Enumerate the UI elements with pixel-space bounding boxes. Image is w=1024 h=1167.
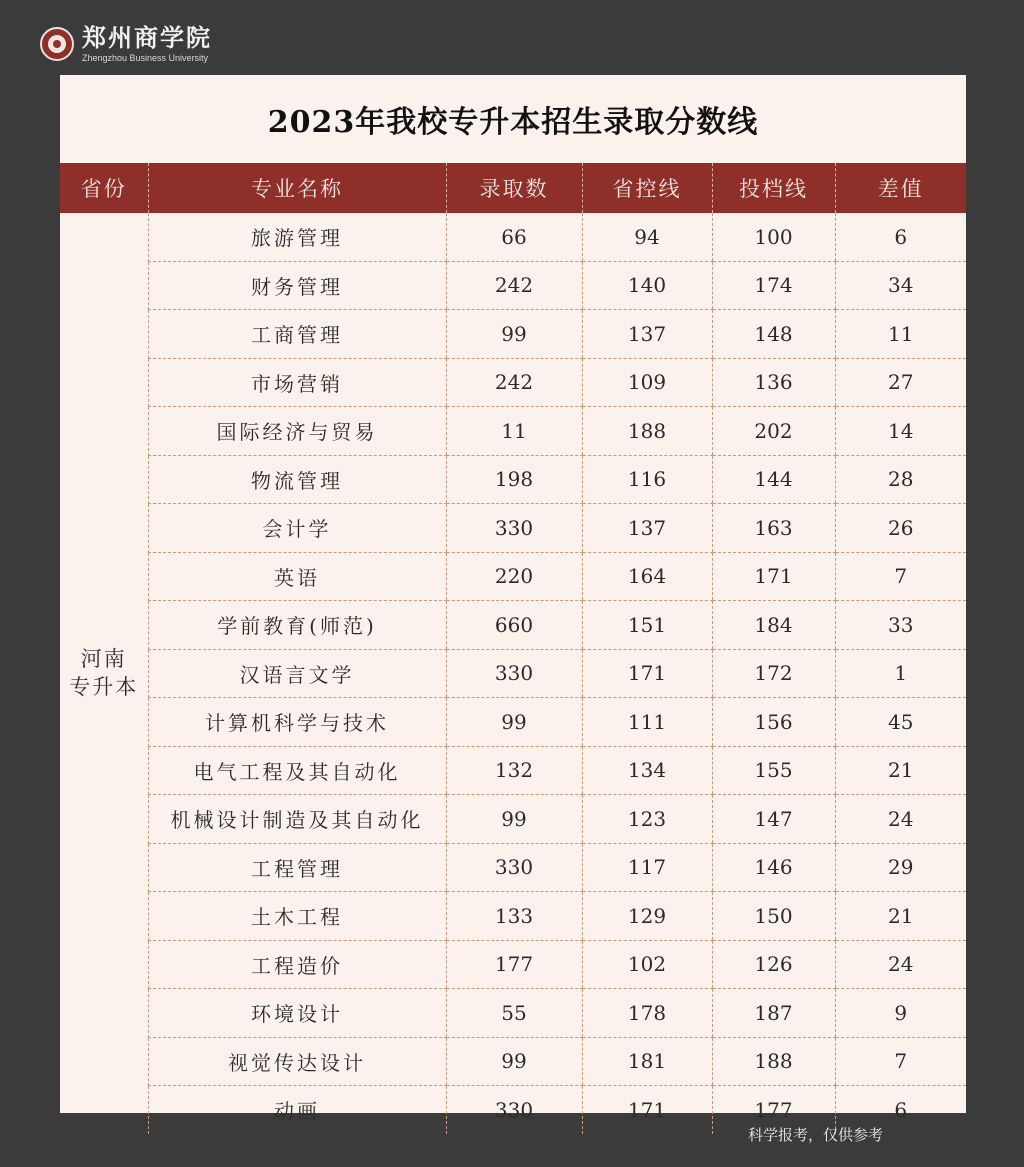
col-header-difference: 差值: [835, 163, 966, 213]
table-row: [60, 358, 966, 407]
major-cell: 市场营销: [148, 358, 446, 407]
filing-line-cell: 156: [712, 698, 835, 747]
major-cell: 动画: [148, 1086, 446, 1134]
admitted-cell: 177: [446, 940, 582, 989]
difference-cell: 6: [835, 1086, 966, 1134]
admitted-cell: 330: [446, 1086, 582, 1134]
admitted-cell: 55: [446, 989, 582, 1038]
control-line-cell: 178: [582, 989, 712, 1038]
difference-cell: 34: [835, 261, 966, 310]
table-row: [60, 213, 966, 261]
brand-name-en: Zhengzhou Business University: [82, 52, 209, 63]
control-line-cell: 137: [582, 504, 712, 553]
admitted-cell: 66: [446, 213, 582, 261]
filing-line-cell: 202: [712, 407, 835, 456]
major-cell: 英语: [148, 552, 446, 601]
brand-block: [82, 23, 212, 63]
major-cell: 国际经济与贸易: [148, 407, 446, 456]
table-row: [60, 698, 966, 747]
filing-line-cell: 126: [712, 940, 835, 989]
control-line-cell: 164: [582, 552, 712, 601]
col-header-province: 省份: [60, 163, 148, 213]
filing-line-cell: 136: [712, 358, 835, 407]
major-cell: 工程造价: [148, 940, 446, 989]
table-row: [60, 552, 966, 601]
control-line-cell: 129: [582, 892, 712, 941]
admitted-cell: 660: [446, 601, 582, 650]
filing-line-cell: 144: [712, 455, 835, 504]
control-line-cell: 123: [582, 795, 712, 844]
filing-line-cell: 188: [712, 1037, 835, 1086]
table-row: [60, 649, 966, 698]
footer-note: 科学报考，仅供参考: [748, 1126, 884, 1144]
difference-cell: 27: [835, 358, 966, 407]
admitted-cell: 242: [446, 261, 582, 310]
difference-cell: 33: [835, 601, 966, 650]
table-row: [60, 843, 966, 892]
table-row: [60, 1037, 966, 1086]
table-body: [60, 213, 966, 1134]
col-header-major: 专业名称: [148, 163, 446, 213]
filing-line-cell: 184: [712, 601, 835, 650]
col-header-control-line: 省控线: [582, 163, 712, 213]
table-row: [60, 455, 966, 504]
major-cell: 视觉传达设计: [148, 1037, 446, 1086]
filing-line-cell: 148: [712, 310, 835, 359]
admitted-cell: 133: [446, 892, 582, 941]
table-row: [60, 892, 966, 941]
filing-line-cell: 155: [712, 746, 835, 795]
table-row: [60, 746, 966, 795]
control-line-cell: 102: [582, 940, 712, 989]
table-row: [60, 310, 966, 359]
admitted-cell: 220: [446, 552, 582, 601]
table-row: [60, 940, 966, 989]
control-line-cell: 137: [582, 310, 712, 359]
control-line-cell: 171: [582, 649, 712, 698]
major-cell: 机械设计制造及其自动化: [148, 795, 446, 844]
filing-line-cell: 100: [712, 213, 835, 261]
difference-cell: 6: [835, 213, 966, 261]
control-line-cell: 111: [582, 698, 712, 747]
difference-cell: 29: [835, 843, 966, 892]
admitted-cell: 99: [446, 1037, 582, 1086]
table-header-row: [60, 163, 966, 213]
control-line-cell: 134: [582, 746, 712, 795]
score-card: [60, 75, 966, 1124]
filing-line-cell: 163: [712, 504, 835, 553]
major-cell: 电气工程及其自动化: [148, 746, 446, 795]
province-type: 专升本: [69, 675, 139, 700]
filing-line-cell: 177: [712, 1086, 835, 1134]
major-cell: 物流管理: [148, 455, 446, 504]
table-row: [60, 989, 966, 1038]
major-cell: 计算机科学与技术: [148, 698, 446, 747]
filing-line-cell: 172: [712, 649, 835, 698]
admitted-cell: 132: [446, 746, 582, 795]
filing-line-cell: 147: [712, 795, 835, 844]
major-cell: 环境设计: [148, 989, 446, 1038]
table-row: [60, 795, 966, 844]
col-header-filing-line: 投档线: [712, 163, 835, 213]
admitted-cell: 99: [446, 310, 582, 359]
col-header-admitted: 录取数: [446, 163, 582, 213]
table-row: [60, 504, 966, 553]
school-logo-icon: [40, 27, 74, 61]
control-line-cell: 117: [582, 843, 712, 892]
difference-cell: 14: [835, 407, 966, 456]
control-line-cell: 181: [582, 1037, 712, 1086]
difference-cell: 24: [835, 795, 966, 844]
control-line-cell: 116: [582, 455, 712, 504]
filing-line-cell: 187: [712, 989, 835, 1038]
table-row: [60, 407, 966, 456]
filing-line-cell: 171: [712, 552, 835, 601]
major-cell: 旅游管理: [148, 213, 446, 261]
difference-cell: 26: [835, 504, 966, 553]
difference-cell: 11: [835, 310, 966, 359]
control-line-cell: 171: [582, 1086, 712, 1134]
control-line-cell: 94: [582, 213, 712, 261]
table-row: [60, 601, 966, 650]
score-table: [60, 163, 966, 1134]
table-row: [60, 261, 966, 310]
difference-cell: 7: [835, 1037, 966, 1086]
province-name: 河南: [80, 647, 127, 672]
filing-line-cell: 146: [712, 843, 835, 892]
major-cell: 学前教育(师范): [148, 601, 446, 650]
school-header: [40, 18, 212, 70]
difference-cell: 28: [835, 455, 966, 504]
control-line-cell: 188: [582, 407, 712, 456]
difference-cell: 1: [835, 649, 966, 698]
major-cell: 会计学: [148, 504, 446, 553]
admitted-cell: 330: [446, 649, 582, 698]
filing-line-cell: 174: [712, 261, 835, 310]
province-cell: [60, 213, 148, 1134]
major-cell: 汉语言文学: [148, 649, 446, 698]
difference-cell: 9: [835, 989, 966, 1038]
major-cell: 工程管理: [148, 843, 446, 892]
control-line-cell: 151: [582, 601, 712, 650]
admitted-cell: 11: [446, 407, 582, 456]
difference-cell: 21: [835, 746, 966, 795]
admitted-cell: 99: [446, 795, 582, 844]
brand-name-cn: 郑州商学院: [82, 23, 212, 52]
filing-line-cell: 150: [712, 892, 835, 941]
admitted-cell: 198: [446, 455, 582, 504]
admitted-cell: 242: [446, 358, 582, 407]
admitted-cell: 330: [446, 504, 582, 553]
major-cell: 土木工程: [148, 892, 446, 941]
control-line-cell: 109: [582, 358, 712, 407]
difference-cell: 21: [835, 892, 966, 941]
admitted-cell: 330: [446, 843, 582, 892]
admitted-cell: 99: [446, 698, 582, 747]
difference-cell: 7: [835, 552, 966, 601]
major-cell: 财务管理: [148, 261, 446, 310]
difference-cell: 45: [835, 698, 966, 747]
page-title: 2023年我校专升本招生录取分数线: [267, 105, 759, 140]
control-line-cell: 140: [582, 261, 712, 310]
difference-cell: 24: [835, 940, 966, 989]
major-cell: 工商管理: [148, 310, 446, 359]
